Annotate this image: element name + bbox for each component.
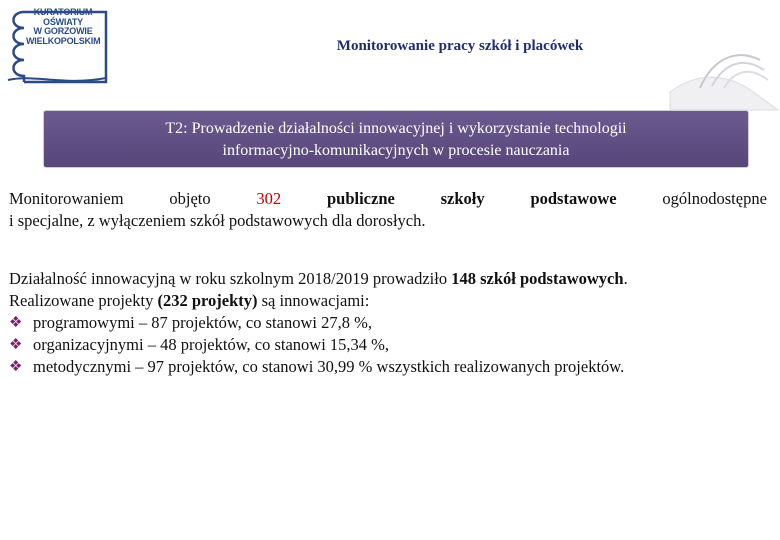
text: .	[623, 269, 628, 288]
word: podstawowe	[530, 189, 617, 208]
text: są innowacjami:	[257, 291, 370, 310]
diamond-bullet-icon: ❖	[9, 359, 23, 375]
banner-line: informacyjno-komunikacyjnych w procesie nauczania	[222, 142, 570, 159]
paragraph-line	[9, 188, 767, 210]
projects-count: (232 projekty)	[157, 291, 258, 310]
diamond-bullet-icon: ❖	[9, 337, 23, 353]
word: publiczne	[326, 189, 395, 208]
list-item-text: metodycznymi – 97 projektów, co stanowi 30,99 % wszystkich realizowanych projektów.	[33, 357, 625, 376]
logo-text	[26, 8, 100, 46]
word: objęto	[169, 189, 211, 208]
open-book-icon	[660, 40, 780, 112]
banner-line: T2: Prowadzenie działalności innowacyjnej i wykorzystanie technologii	[165, 120, 627, 137]
text: Działalność innowacyjną w roku szkolnym 2018/2019 prowadziło	[9, 269, 452, 288]
school-count: 302	[256, 189, 282, 208]
header	[0, 0, 780, 110]
logo-line: KURATORIUM	[33, 7, 93, 17]
list-item-text: organizacyjnymi – 48 projektów, co stanowi 15,34 %,	[33, 335, 390, 354]
word: Monitorowaniem	[9, 189, 124, 208]
banner-text	[54, 118, 738, 162]
logo-line: W GORZOWIE	[33, 26, 93, 36]
list-item-text: programowymi – 87 projektów, co stanowi 27,8 %,	[33, 313, 372, 332]
content	[9, 188, 769, 378]
logo-line: OŚWIATY	[43, 16, 83, 27]
word: ogólnodostępne	[662, 189, 767, 208]
paragraph-innovation	[9, 268, 769, 290]
text: Realizowane projekty	[9, 291, 158, 310]
paragraph-monitoring	[9, 188, 769, 232]
logo-line: WIELKOPOLSKIM	[26, 35, 101, 46]
page-title: Monitorowanie pracy szkół i placówek	[336, 38, 584, 54]
highlight-count: 148 szkół podstawowych	[451, 269, 624, 288]
list-item	[9, 312, 769, 334]
paragraph-projects	[9, 290, 769, 312]
word: szkoły	[440, 189, 485, 208]
diamond-bullet-icon: ❖	[9, 315, 23, 331]
list-item	[9, 334, 769, 356]
section-banner	[44, 111, 748, 167]
list-item	[9, 356, 769, 378]
paragraph-line: i specjalne, z wyłączeniem szkół podstawowych dla dorosłych.	[9, 211, 426, 230]
